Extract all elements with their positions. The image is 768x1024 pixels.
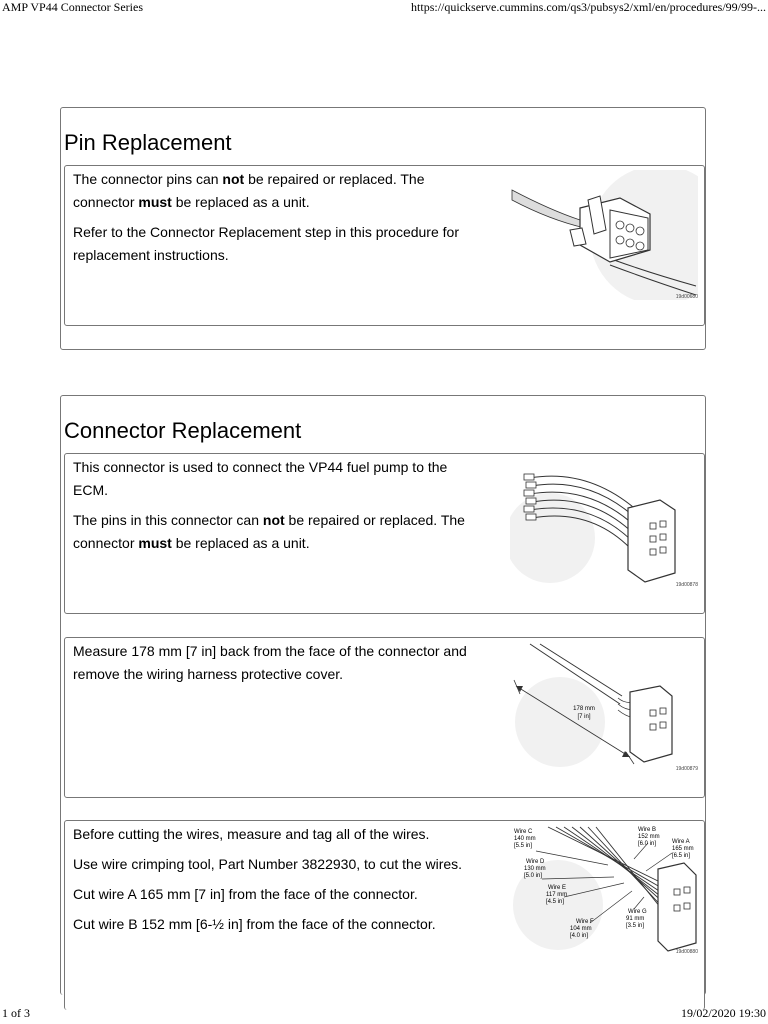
connector-illustration <box>510 170 698 300</box>
paragraph: Cut wire A 165 mm [7 in] from the face of the connector. <box>73 886 418 902</box>
page-footer <box>0 1006 768 1022</box>
paragraph: This connector is used to connect the VP44 fuel pump to the ECM. <box>73 459 448 498</box>
section-pin-replacement <box>60 107 706 350</box>
section-connector-replacement <box>60 395 706 995</box>
figure-id: 19d00880 <box>675 949 698 955</box>
svg-text:[4.0 in]: [4.0 in] <box>570 933 589 939</box>
step-text <box>73 640 483 693</box>
measurement-label: 178 mm <box>573 706 595 712</box>
svg-text:[6.0 in]: [6.0 in] <box>638 841 657 847</box>
svg-text:130 mm: 130 mm <box>524 866 546 872</box>
step-text <box>73 168 483 274</box>
svg-text:Wire B: Wire B <box>638 827 656 833</box>
svg-text:117 mm: 117 mm <box>546 892 568 898</box>
page-number: 1 of 3 <box>2 1006 30 1020</box>
page-url[interactable]: https://quickserve.cummins.com/qs3/pubsys2/xml/en/procedures/99/99-... <box>411 0 766 14</box>
svg-text:91 mm: 91 mm <box>626 916 645 922</box>
svg-text:104 mm: 104 mm <box>570 926 592 932</box>
step-text <box>73 823 483 943</box>
step-text <box>73 456 483 562</box>
svg-text:140 mm: 140 mm <box>514 836 536 842</box>
svg-text:Wire G: Wire G <box>628 909 647 915</box>
paragraph: Before cutting the wires, measure and tag all of the wires. <box>73 826 430 842</box>
print-datetime: 19/02/2020 19:30 <box>680 1006 766 1020</box>
page-header <box>0 0 768 16</box>
paragraph: Refer to the Connector Replacement step in this procedure for replacement instructions. <box>73 224 459 263</box>
wire-lengths-diagram <box>508 825 700 957</box>
paragraph: Cut wire B 152 mm [6-½ in] from the face of the connector. <box>73 916 436 932</box>
document-title: AMP VP44 Connector Series <box>2 0 143 14</box>
harness-measurement-illustration <box>510 642 698 772</box>
figure-id: 19d00878 <box>675 582 698 588</box>
paragraph: Use wire crimping tool, Part Number 3822930, to cut the wires. <box>73 856 463 872</box>
svg-text:165 mm: 165 mm <box>672 846 694 852</box>
paragraph: Measure 178 mm [7 in] back from the face of the connector and remove the wiring harness protective cover. <box>73 643 467 682</box>
paragraph: The connector pins can not be repaired or replaced. The connector must be replaced as a unit. <box>73 171 425 210</box>
svg-text:Wire C: Wire C <box>514 829 533 835</box>
step-connector-purpose <box>64 453 705 614</box>
figure-id: 19d00680 <box>675 294 698 300</box>
paragraph: The pins in this connector can not be repaired or replaced. The connector must be replaced as a unit. <box>73 512 465 551</box>
svg-text:[5.5 in]: [5.5 in] <box>514 843 533 849</box>
svg-text:Wire F: Wire F <box>576 919 594 925</box>
svg-text:Wire E: Wire E <box>548 885 566 891</box>
svg-text:Wire D: Wire D <box>526 859 545 865</box>
svg-text:[5.0 in]: [5.0 in] <box>524 873 543 879</box>
step-cut-wires <box>64 820 705 1010</box>
measurement-label: [7 in] <box>577 714 591 720</box>
section-title: Connector Replacement <box>64 418 302 443</box>
svg-text:Wire A: Wire A <box>672 839 690 845</box>
figure-id: 19d00879 <box>675 766 698 772</box>
svg-text:[4.5 in]: [4.5 in] <box>546 899 565 905</box>
step-measure-cover <box>64 637 705 798</box>
svg-text:[3.5 in]: [3.5 in] <box>626 923 645 929</box>
connector-with-pins-illustration <box>510 458 698 586</box>
svg-text:152 mm: 152 mm <box>638 834 660 840</box>
step-pin-replacement <box>64 165 705 326</box>
svg-text:[6.5 in]: [6.5 in] <box>672 853 691 859</box>
section-title: Pin Replacement <box>64 130 232 155</box>
